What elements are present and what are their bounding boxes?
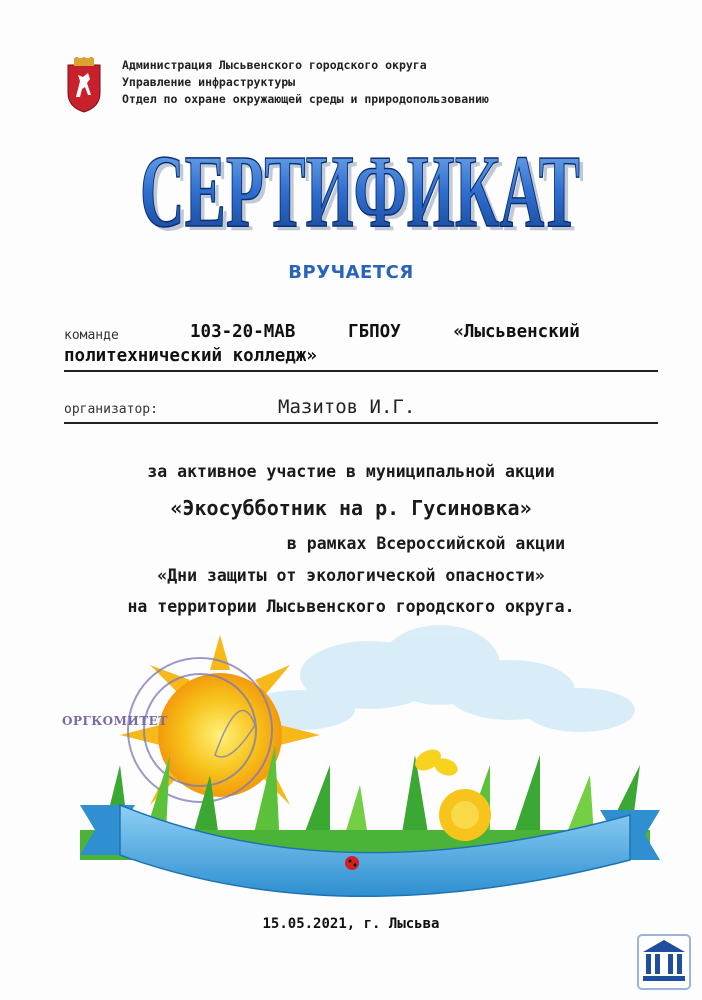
stamp-label: ОРГКОМИТЕТ [62,714,168,728]
event-name: «Экосубботник на р. Гусиновка» [170,496,532,520]
certificate-title [130,140,590,250]
team-name-line-2: политехнический колледж» [64,346,317,366]
body-line-1: за активное участие в муниципальной акции [147,462,555,481]
team-name-line-1: 103-20-МАВ ГБПОУ «Лысьвенский [190,322,580,342]
team-label: команде [64,328,119,343]
body-line-3: в рамках Всероссийской акции [286,534,566,553]
header-line-3: Отдел по охране окружающей среды и природопользованию [122,92,489,106]
header-line-1: Администрация Лысьвенского городского округа [122,58,427,72]
organizer-label: организатор: [64,402,158,417]
title-shadow: СЕРТИФИКАТ [144,140,584,250]
dandelion-icon [439,789,491,841]
subtitle: ВРУЧАЕТСЯ [288,262,414,283]
date-place: 15.05.2021, г. Лысьва [262,916,440,932]
college-logo-icon [637,934,691,990]
organizer-row [64,396,658,422]
ladybug-icon [345,856,359,870]
title-text: СЕРТИФИКАТ [140,140,580,249]
coat-of-arms-icon [66,57,102,113]
butterfly-icon [411,745,460,778]
organizer-name: Мазитов И.Г. [278,396,416,418]
organizer-underline [64,422,658,424]
clouds [245,625,635,732]
body-line-5: на территории Лысьвенского городского округа. [127,597,575,616]
team-underline [64,370,658,372]
team-row [64,322,658,348]
campaign-name: «Дни защиты от экологической опасности» [157,566,545,585]
nature-illustration [40,615,680,905]
header-line-2: Управление инфраструктуры [122,75,296,89]
